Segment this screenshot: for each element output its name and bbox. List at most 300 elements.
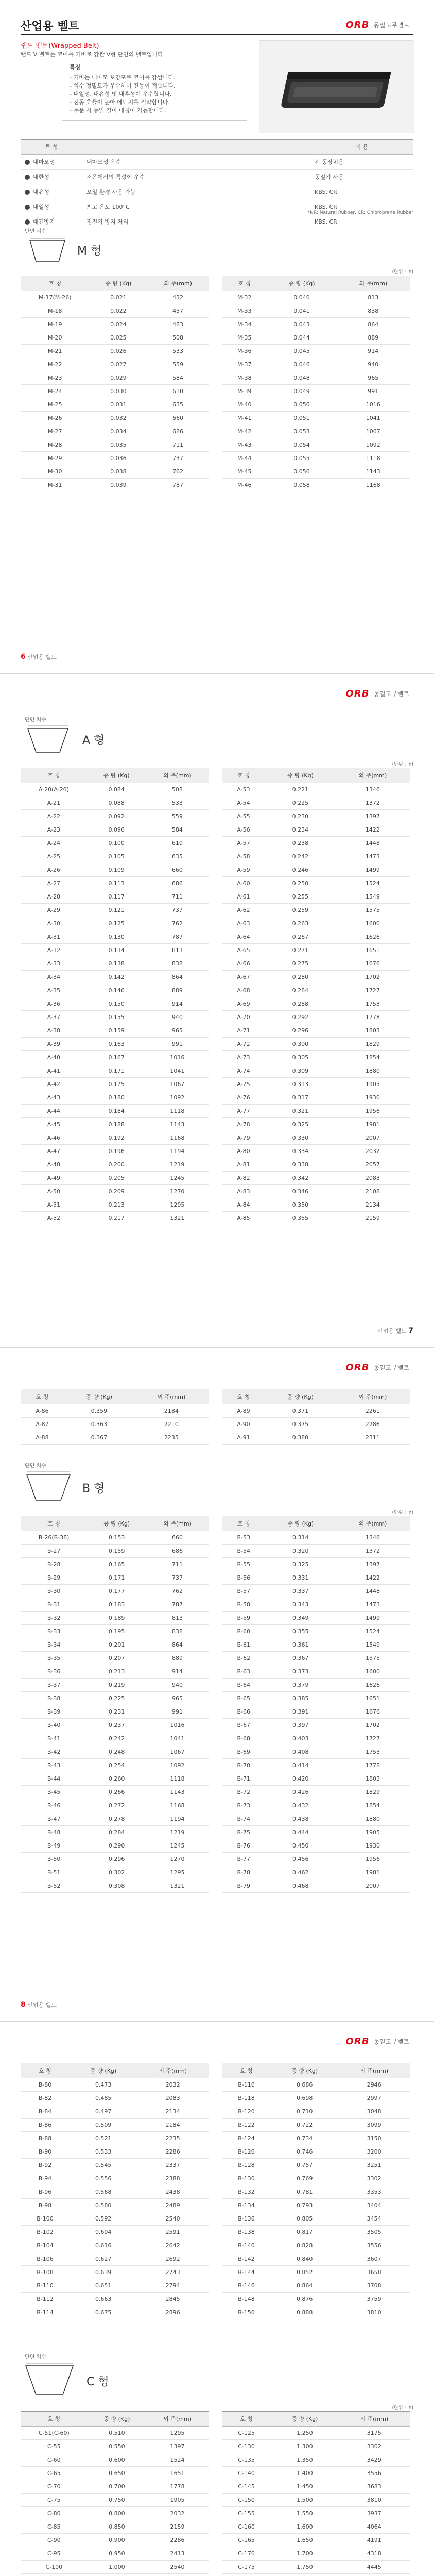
table-row (222, 438, 410, 452)
table-row (222, 1091, 410, 1105)
table-cell: 0.840 (271, 2252, 338, 2266)
table-cell: 0.450 (266, 1839, 336, 1853)
table-cell: C-85 (21, 2520, 88, 2534)
column-header: 호 칭 (222, 276, 267, 291)
table-cell: 0.367 (266, 1652, 336, 1665)
table-cell: 1118 (336, 452, 410, 465)
table-cell: 711 (146, 890, 209, 904)
table-row (21, 1418, 209, 1431)
table-cell: 1778 (336, 1759, 410, 1772)
table-cell: 3200 (338, 2145, 410, 2159)
table-cell: B-59 (222, 1612, 266, 1625)
table-row (222, 971, 410, 984)
table-cell: 1549 (336, 1638, 410, 1652)
table-row (21, 1799, 209, 1812)
table-cell: B-116 (222, 2078, 271, 2092)
table-row (21, 796, 209, 810)
a-cont-right-body (222, 1404, 410, 1445)
c-table-left (21, 2411, 209, 2576)
table-row (222, 398, 410, 412)
column-header: 중 량 (Kg) (87, 768, 146, 783)
table-row (21, 1719, 209, 1732)
table-cell: 1168 (336, 479, 410, 492)
table-cell: 0.888 (271, 2306, 338, 2319)
table-cell: 0.300 (265, 1038, 336, 1051)
table-row (21, 331, 209, 345)
table-cell: B-134 (222, 2199, 271, 2212)
table-cell: C-75 (21, 2494, 88, 2507)
table-cell: A-40 (21, 1051, 87, 1064)
table-row (222, 318, 410, 331)
table-cell: 2286 (336, 1418, 410, 1431)
table-cell: 813 (336, 291, 410, 304)
table-cell: 2692 (137, 2252, 209, 2266)
table-row (21, 1172, 209, 1185)
table-row (21, 2534, 209, 2547)
table-cell: 1118 (146, 1772, 209, 1786)
table-row (222, 2159, 410, 2172)
table-cell: 0.320 (266, 1545, 336, 1558)
table-cell: 0.850 (88, 2520, 146, 2534)
table-cell: A-39 (21, 1038, 87, 1051)
table-cell: 0.675 (70, 2306, 137, 2319)
table-row (21, 1212, 209, 1225)
table-cell: 686 (147, 425, 209, 438)
table-cell: 3150 (338, 2132, 410, 2145)
table-row (21, 971, 209, 984)
table-row (21, 2266, 209, 2279)
table-cell: 0.153 (87, 1531, 146, 1545)
feature-item: - 전동 효율이 높아 에너지를 절약합니다. (70, 99, 170, 106)
table-cell: 432 (147, 291, 209, 304)
table-row (21, 465, 209, 479)
table-cell: 1067 (146, 1078, 209, 1091)
table-cell: 0.109 (87, 863, 146, 877)
table-cell: B-40 (21, 1719, 87, 1732)
table-cell: 0.330 (265, 1131, 336, 1145)
table-row (222, 1812, 410, 1826)
table-row (21, 170, 413, 184)
page-number: 6 (21, 653, 26, 661)
table-cell: 0.175 (87, 1078, 146, 1091)
table-cell: 787 (146, 1598, 209, 1612)
column-header: 외 주(mm) (146, 2412, 209, 2427)
table-cell: B-75 (222, 1826, 266, 1839)
table-cell: 0.117 (87, 890, 146, 904)
table-row (21, 1131, 209, 1145)
table-row (222, 465, 410, 479)
table-cell: 1245 (146, 1839, 209, 1853)
table-row (21, 1404, 209, 1418)
table-row (222, 1212, 410, 1225)
column-header: 호 칭 (222, 1389, 265, 1404)
table-cell: A-71 (222, 1024, 265, 1038)
table-cell: 0.651 (70, 2279, 137, 2293)
table-cell: 940 (336, 358, 410, 371)
table-cell: 2896 (137, 2306, 209, 2319)
table-cell: 3505 (338, 2226, 410, 2239)
page-footer (21, 2001, 57, 2009)
table-row (222, 1558, 410, 1571)
table-row (21, 823, 209, 837)
table-cell: 1676 (336, 957, 410, 971)
features-title: 특징 (70, 64, 81, 71)
table-cell: 0.100 (87, 837, 146, 850)
table-cell: 1143 (336, 465, 410, 479)
table-cell: 0.616 (70, 2239, 137, 2252)
table-row (222, 2440, 410, 2453)
table-cell: 2032 (336, 1145, 410, 1158)
table-row (222, 2119, 410, 2132)
table-row (222, 291, 410, 304)
table-row (222, 783, 410, 796)
table-cell: 0.029 (90, 371, 148, 385)
c-section-icon (23, 2361, 76, 2399)
properties-table-body (21, 155, 413, 229)
table-cell: 0.031 (90, 398, 148, 412)
m-table-left-body (21, 291, 209, 492)
table-cell: A-69 (222, 997, 265, 1011)
table-row (222, 1719, 410, 1732)
table-row (222, 1064, 410, 1078)
table-cell: 0.045 (267, 345, 337, 358)
table-cell: A-37 (21, 1011, 87, 1024)
table-cell: B-86 (21, 2119, 70, 2132)
table-cell: C-65 (21, 2467, 88, 2480)
table-row (21, 863, 209, 877)
column-header: 호 칭 (21, 2412, 88, 2427)
table-cell: A-90 (222, 1418, 265, 1431)
table-row (21, 358, 209, 371)
m-tables (21, 276, 410, 492)
table-cell: 0.627 (70, 2252, 137, 2266)
table-row (21, 2119, 209, 2132)
table-row (222, 957, 410, 971)
table-row (21, 783, 209, 796)
table-cell: 0.234 (265, 823, 336, 837)
table-row (21, 1105, 209, 1118)
table-cell: B-61 (222, 1638, 266, 1652)
table-cell: C-95 (21, 2547, 88, 2561)
table-cell: 0.039 (90, 479, 148, 492)
table-row (21, 1692, 209, 1705)
table-cell: 3251 (338, 2159, 410, 2172)
table-cell: 686 (146, 1545, 209, 1558)
table-cell: B-57 (222, 1585, 266, 1598)
table-row (21, 2494, 209, 2507)
table-row (21, 412, 209, 425)
table-cell: B-56 (222, 1571, 266, 1585)
table-cell: 0.043 (267, 318, 337, 331)
table-row (222, 2185, 410, 2199)
table-cell: 0.221 (265, 783, 336, 796)
table-cell: 1473 (336, 1598, 410, 1612)
table-cell: A-51 (21, 1198, 87, 1212)
table-cell: 0.171 (87, 1064, 146, 1078)
table-cell: 0.260 (87, 1772, 146, 1786)
table-row (222, 1145, 410, 1158)
column-header: 호 칭 (222, 2063, 271, 2078)
table-cell: 2388 (137, 2172, 209, 2185)
table-cell: B-120 (222, 2105, 271, 2119)
table-row (21, 2561, 209, 2574)
table-cell: B-73 (222, 1799, 266, 1812)
column-header: 호 칭 (21, 276, 90, 291)
table-cell: 762 (146, 1585, 209, 1598)
table-cell: 1219 (146, 1158, 209, 1172)
table-cell: 0.309 (265, 1064, 336, 1078)
table-cell: A-22 (21, 810, 87, 823)
table-cell: 0.473 (70, 2078, 137, 2092)
table-cell: 991 (146, 1038, 209, 1051)
table-cell: 0.165 (87, 1558, 146, 1571)
table-cell: B-80 (21, 2078, 70, 2092)
table-cell: 737 (146, 1571, 209, 1585)
table-cell: M-22 (21, 358, 90, 371)
table-row (21, 1866, 209, 1879)
table-cell: 813 (146, 944, 209, 957)
table-cell: 864 (336, 318, 410, 331)
table-cell: C-100 (21, 2561, 88, 2574)
table-row (21, 2092, 209, 2105)
table-row (21, 837, 209, 850)
table-cell: 0.722 (271, 2119, 338, 2132)
table-cell: 0.805 (271, 2212, 338, 2226)
page-4 (0, 2022, 434, 2576)
table-cell: 0.408 (266, 1745, 336, 1759)
table-cell (21, 2574, 88, 2576)
table-cell: C-60 (21, 2453, 88, 2467)
table-cell: 0.550 (88, 2440, 146, 2453)
table-row (222, 1692, 410, 1705)
table-row (222, 877, 410, 890)
table-cell: 0.468 (266, 1879, 336, 1893)
table-cell: 0.592 (70, 2212, 137, 2226)
table-cell: 1905 (336, 1078, 410, 1091)
belt-photo-icon (259, 41, 414, 133)
table-cell: 0.242 (87, 1732, 146, 1745)
table-cell: 0.325 (266, 1558, 336, 1571)
a-table-right (222, 768, 410, 1225)
table-row (222, 796, 410, 810)
table-cell: 1143 (146, 1118, 209, 1131)
table-cell: 0.044 (267, 331, 337, 345)
table-row (222, 1853, 410, 1866)
table-row (21, 1705, 209, 1719)
page-number: 7 (408, 1327, 413, 1335)
table-row (21, 1558, 209, 1571)
table-cell: 0.213 (87, 1198, 146, 1212)
table-cell: 0.263 (265, 917, 336, 930)
unit-note: (단위 : in) (392, 762, 413, 767)
table-row (222, 1826, 410, 1839)
table-cell: 0.184 (87, 1105, 146, 1118)
table-cell: 0.485 (70, 2092, 137, 2105)
table-cell: 762 (146, 917, 209, 930)
table-cell: 1118 (146, 1105, 209, 1118)
column-header: 중 량 (Kg) (88, 2412, 146, 2427)
table-cell: 610 (147, 385, 209, 398)
table-cell: A-25 (21, 850, 87, 863)
table-cell: B-64 (222, 1679, 266, 1692)
table-cell: 1854 (336, 1799, 410, 1812)
table-cell: 559 (146, 810, 209, 823)
table-cell: 660 (146, 863, 209, 877)
unit-note: (단위 : in) (392, 1510, 413, 1515)
b-cont-left-body (21, 2078, 209, 2319)
table-cell: 0.290 (87, 1839, 146, 1853)
table-cell: 1956 (336, 1105, 410, 1118)
table-cell: 0.200 (87, 1158, 146, 1172)
table-cell: A-56 (222, 823, 265, 837)
table-row (21, 890, 209, 904)
table-cell: B-76 (222, 1839, 266, 1853)
table-cell: 0.308 (87, 1879, 146, 1893)
table-cell: 3607 (338, 2252, 410, 2266)
table-row (21, 2226, 209, 2239)
table-cell: 3353 (338, 2185, 410, 2199)
properties-table (21, 139, 413, 229)
table-cell: 0.342 (265, 1172, 336, 1185)
table-cell: 1930 (336, 1839, 410, 1853)
table-cell: 914 (146, 1665, 209, 1679)
table-cell: A-41 (21, 1064, 87, 1078)
table-cell: M-18 (21, 304, 90, 318)
column-header: 중 량 (Kg) (267, 276, 337, 291)
table-cell: 0.036 (90, 452, 148, 465)
table-cell: 762 (147, 465, 209, 479)
table-row (21, 345, 209, 358)
table-row (222, 331, 410, 345)
table-cell: B-45 (21, 1786, 87, 1799)
table-row (222, 2561, 410, 2574)
table-row (222, 1418, 410, 1431)
table-cell: A-31 (21, 930, 87, 944)
b-tables (21, 1516, 410, 1893)
table-cell: 저온에서의 특성이 우수 (82, 170, 310, 184)
table-row (21, 1745, 209, 1759)
table-cell: 내마모성 우수 (82, 155, 310, 170)
table-row (21, 2252, 209, 2266)
table-row (222, 890, 410, 904)
table-cell: 1930 (336, 1091, 410, 1105)
property-name: 내열성 (33, 204, 49, 210)
table-cell: 1753 (336, 1745, 410, 1759)
table-cell: B-67 (222, 1719, 266, 1732)
table-cell: M-35 (222, 331, 267, 345)
table-cell: 1092 (146, 1759, 209, 1772)
table-cell: 1422 (336, 823, 410, 837)
table-cell: 0.130 (87, 930, 146, 944)
column-header: 호 칭 (21, 1389, 64, 1404)
table-cell: 0.056 (267, 465, 337, 479)
table-cell: B-84 (21, 2105, 70, 2119)
table-cell: M-19 (21, 318, 90, 331)
table-row (21, 1531, 209, 1545)
table-cell: 0.371 (265, 1404, 336, 1418)
brand (346, 688, 409, 699)
table-row (222, 2212, 410, 2226)
table-cell: B-79 (222, 1879, 266, 1893)
table-row (21, 2440, 209, 2453)
table-cell: B-96 (21, 2185, 70, 2199)
table-cell: A-38 (21, 1024, 87, 1038)
table-cell: B-35 (21, 1652, 87, 1665)
table-cell: 0.051 (267, 412, 337, 425)
table-cell: 0.296 (265, 1024, 336, 1038)
table-row (222, 1866, 410, 1879)
table-cell: 0.769 (271, 2172, 338, 2185)
table-cell: B-110 (21, 2279, 70, 2293)
table-row (21, 2185, 209, 2199)
table-cell (338, 2574, 410, 2576)
table-row (222, 1404, 410, 1418)
column-header: 호 칭 (222, 768, 265, 783)
table-cell: 787 (146, 930, 209, 944)
table-cell: A-73 (222, 1051, 265, 1064)
table-cell: 0.302 (87, 1866, 146, 1879)
table-cell: 1194 (146, 1812, 209, 1826)
table-cell: 1524 (146, 2453, 209, 2467)
table-cell: B-32 (21, 1612, 87, 1625)
table-cell: 1702 (336, 971, 410, 984)
section-label-b: B 형 (82, 1482, 105, 1495)
table-cell: A-67 (222, 971, 265, 984)
a-table-left-body (21, 783, 209, 1225)
table-cell: 1803 (336, 1024, 410, 1038)
table-cell: 2286 (146, 2534, 209, 2547)
footer-text: 산업용 벨트 (27, 2002, 57, 2008)
table-cell: 1168 (146, 1131, 209, 1145)
a-tables (21, 768, 410, 1225)
table-cell: 0.035 (90, 438, 148, 452)
column-header: 중 량 (Kg) (87, 1516, 146, 1531)
table-cell: 483 (147, 318, 209, 331)
table-cell: B-46 (21, 1799, 87, 1812)
table-cell: 914 (146, 997, 209, 1011)
table-cell: B-38 (21, 1692, 87, 1705)
table-row (21, 291, 209, 304)
table-row (21, 1839, 209, 1853)
table-cell: 0.338 (265, 1158, 336, 1172)
column-header: 적 용 (310, 140, 413, 155)
column-header: 외 주(mm) (134, 1389, 209, 1404)
table-cell: 0.296 (87, 1853, 146, 1866)
table-cell: B-140 (222, 2239, 271, 2252)
table-cell: B-37 (21, 1679, 87, 1692)
column-header: 외 주(mm) (147, 276, 209, 291)
table-cell: 3429 (338, 2453, 410, 2467)
table-cell: 0.876 (271, 2293, 338, 2306)
table-cell: B-108 (21, 2266, 70, 2279)
table-row (21, 1051, 209, 1064)
table-cell: 0.314 (266, 1531, 336, 1545)
table-cell: 0.509 (70, 2119, 137, 2132)
table-row (222, 2494, 410, 2507)
table-cell: C-55 (21, 2440, 88, 2453)
table-cell: 0.159 (87, 1024, 146, 1038)
table-cell: 1245 (146, 1172, 209, 1185)
page-header (0, 0, 434, 31)
table-cell: M-37 (222, 358, 267, 371)
table-cell: 3048 (338, 2105, 410, 2119)
table-cell: 3454 (338, 2212, 410, 2226)
table-cell: 0.167 (87, 1051, 146, 1064)
table-cell: 991 (146, 1705, 209, 1719)
table-cell: 0.125 (87, 917, 146, 930)
table-cell: 0.219 (87, 1679, 146, 1692)
table-row (222, 850, 410, 863)
